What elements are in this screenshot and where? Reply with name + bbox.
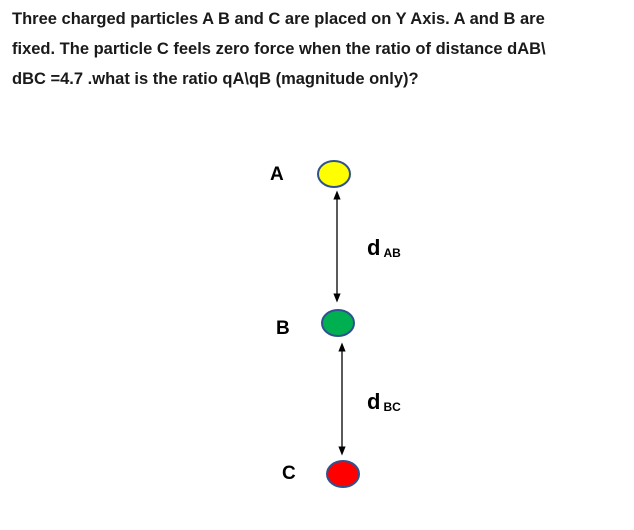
distance-bc-letter: d — [367, 389, 381, 414]
label-a: A — [270, 164, 284, 185]
distance-ab-label — [367, 237, 401, 259]
particle-b — [322, 310, 354, 336]
label-c: C — [282, 463, 296, 484]
distance-ab-subscript: AB — [383, 246, 401, 260]
distance-bc-label — [367, 391, 401, 413]
particle-c — [327, 461, 359, 487]
distance-bc-subscript: BC — [383, 400, 401, 414]
distance-ab-letter: d — [367, 235, 381, 260]
question-line-2: fixed. The particle C feels zero force when the ratio of distance dAB\ — [12, 40, 546, 58]
question-line-1: Three charged particles A B and C are placed on Y Axis. A and B are — [12, 10, 545, 28]
particle-a — [318, 161, 350, 187]
label-b: B — [276, 318, 290, 339]
question-line-3: dBC =4.7 .what is the ratio qA\qB (magnitude only)? — [12, 70, 419, 88]
